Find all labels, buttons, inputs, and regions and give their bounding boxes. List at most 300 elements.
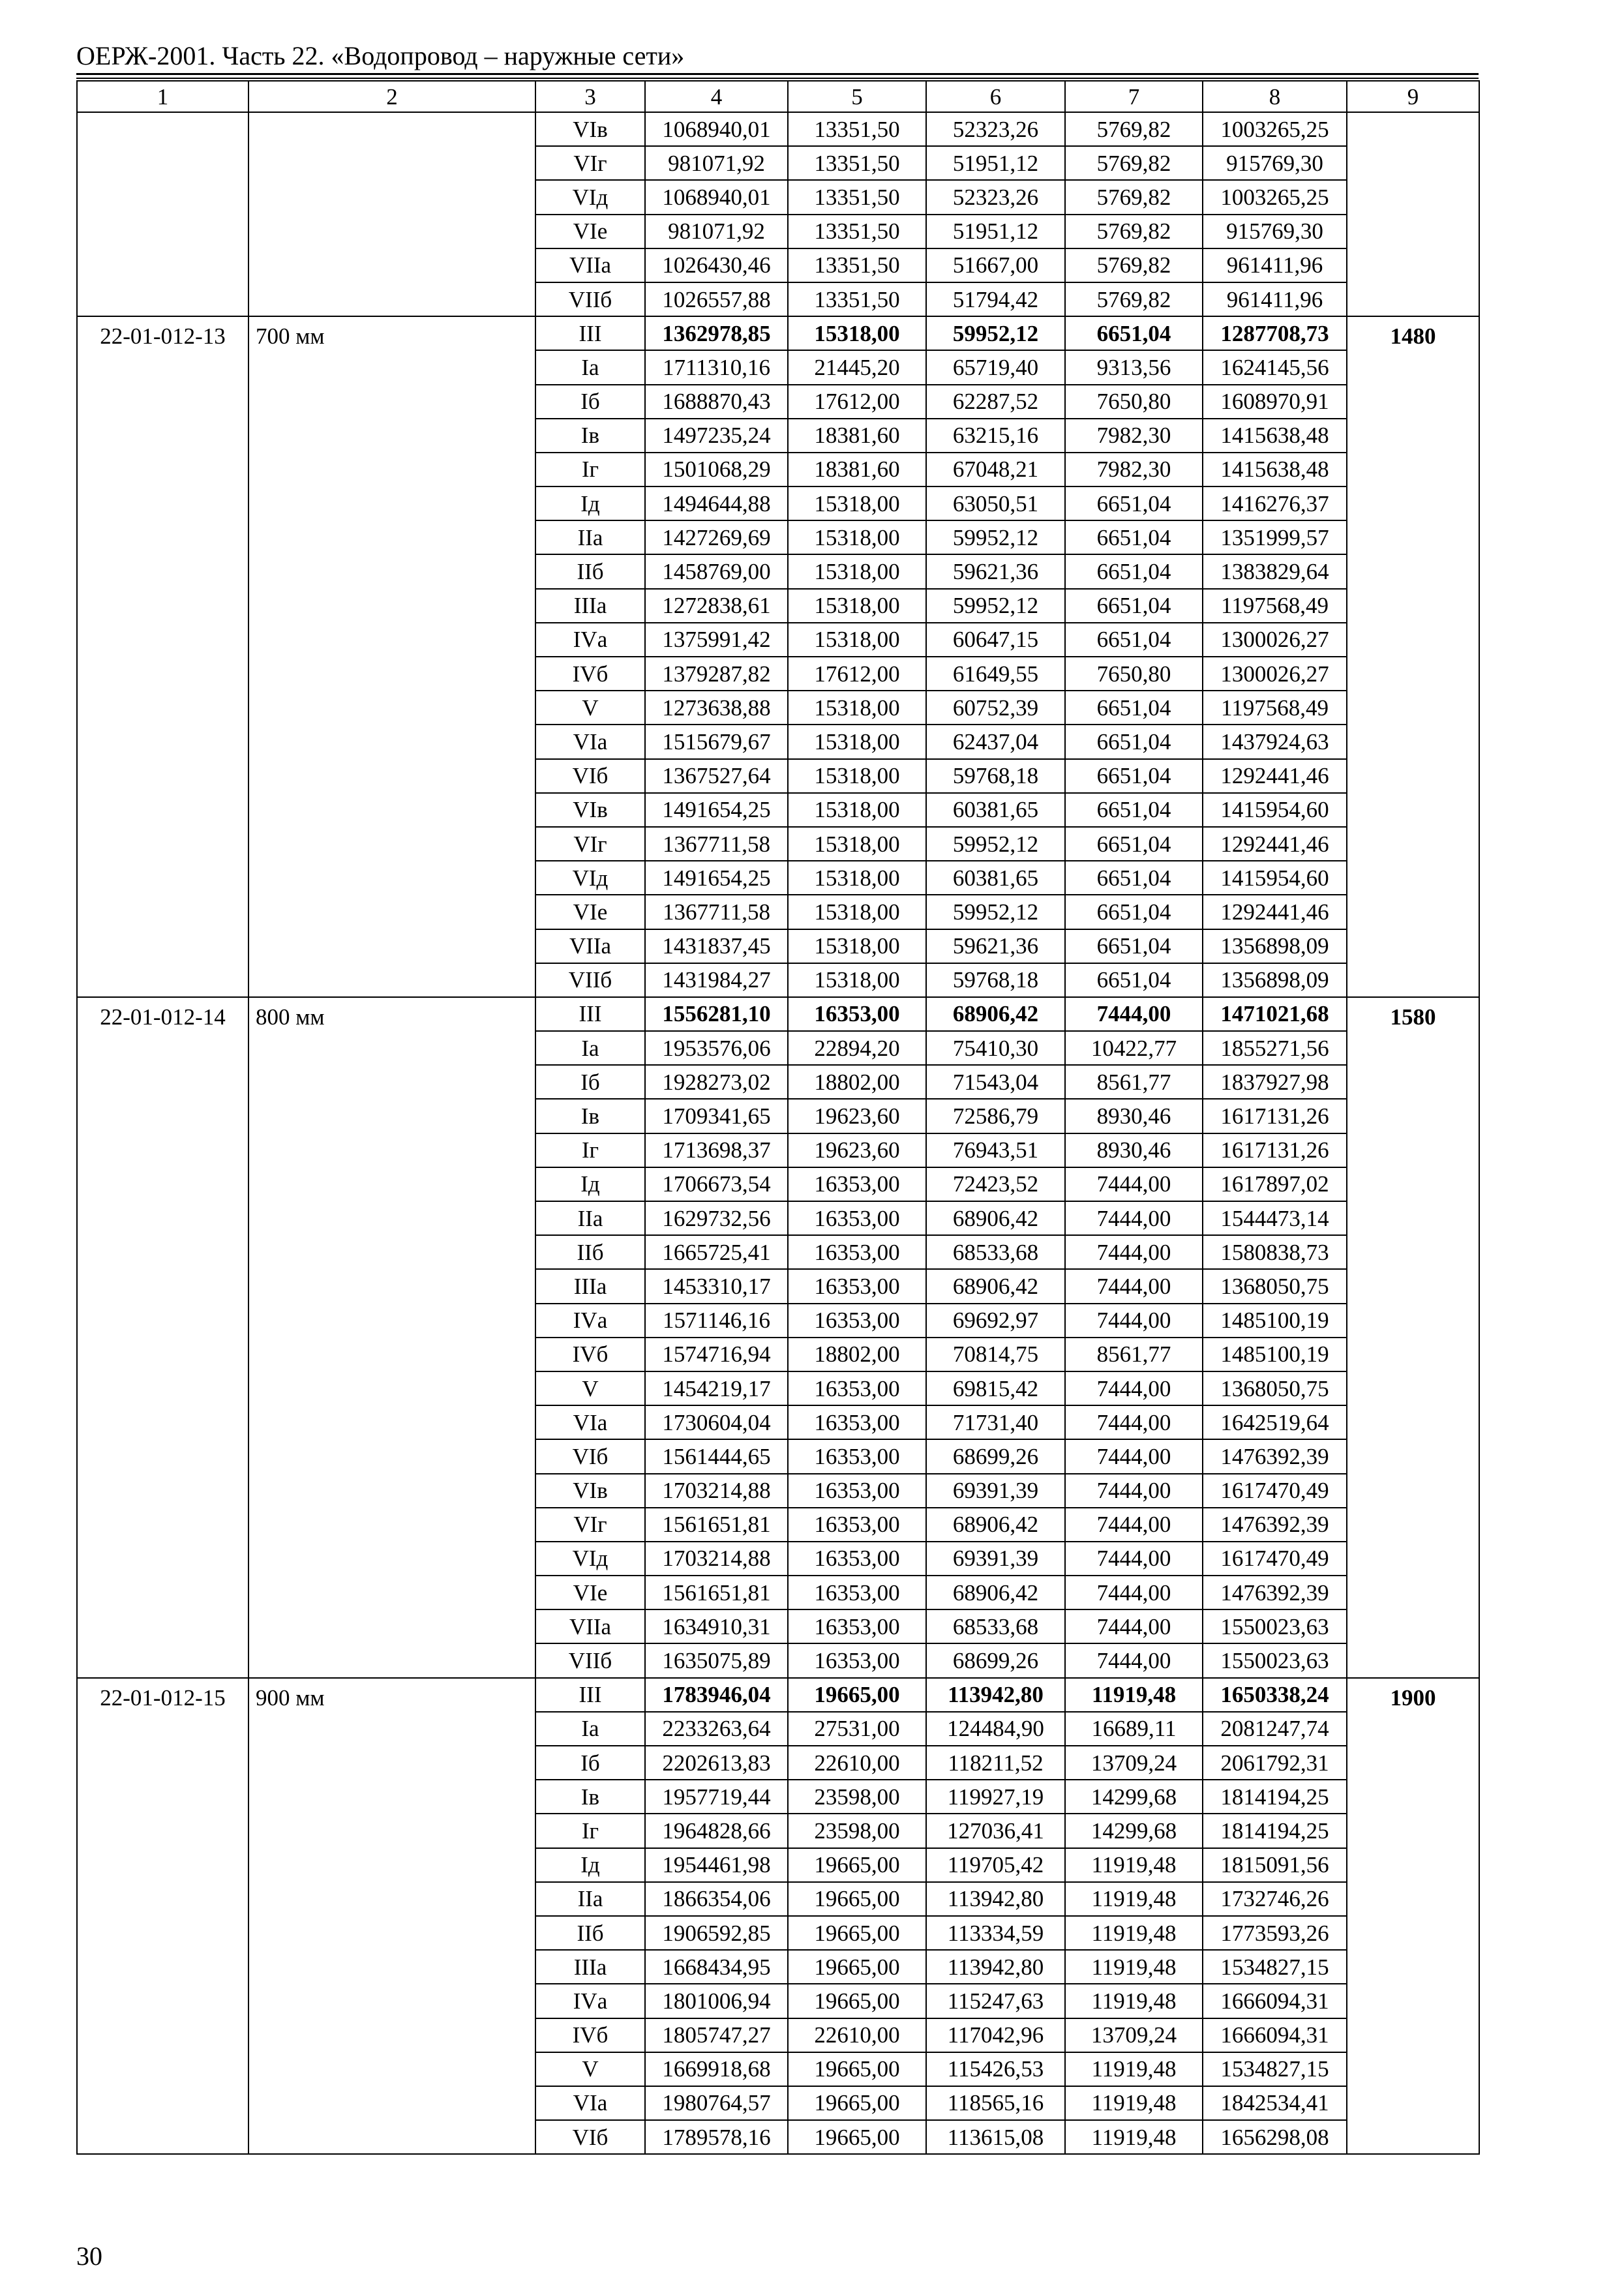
value-cell: 8561,77 bbox=[1065, 1338, 1203, 1371]
value-cell: 1458769,00 bbox=[645, 554, 788, 588]
value-cell: 16353,00 bbox=[788, 1508, 926, 1542]
pipe-diameter-cell: 900 мм bbox=[248, 1678, 535, 2155]
column-number: 9 bbox=[1347, 81, 1479, 112]
region-cell: IIб bbox=[535, 554, 645, 588]
value-cell: 16353,00 bbox=[788, 1609, 926, 1643]
value-cell: 21445,20 bbox=[788, 350, 926, 384]
value-cell: 2061792,31 bbox=[1203, 1746, 1347, 1780]
value-cell: 16353,00 bbox=[788, 1643, 926, 1677]
region-cell: Iд bbox=[535, 1848, 645, 1882]
value-cell: 7444,00 bbox=[1065, 1405, 1203, 1439]
value-cell: 13351,50 bbox=[788, 146, 926, 180]
value-cell: 2202613,83 bbox=[645, 1746, 788, 1780]
value-cell: 1815091,56 bbox=[1203, 1848, 1347, 1882]
column-number: 2 bbox=[248, 81, 535, 112]
value-cell: 1650338,24 bbox=[1203, 1678, 1347, 1712]
value-cell: 15318,00 bbox=[788, 520, 926, 554]
value-cell: 1732746,26 bbox=[1203, 1882, 1347, 1916]
region-cell: IVа bbox=[535, 1984, 645, 2018]
value-cell: 1866354,06 bbox=[645, 1882, 788, 1916]
value-cell: 13709,24 bbox=[1065, 2018, 1203, 2052]
value-cell: 69391,39 bbox=[926, 1542, 1065, 1576]
column-number: 8 bbox=[1203, 81, 1347, 112]
value-cell: 1379287,82 bbox=[645, 657, 788, 691]
value-cell: 6651,04 bbox=[1065, 623, 1203, 657]
value-cell: 8930,46 bbox=[1065, 1099, 1203, 1133]
region-cell: Iв bbox=[535, 1099, 645, 1133]
value-cell: 1571146,16 bbox=[645, 1304, 788, 1338]
value-cell: 14299,68 bbox=[1065, 1814, 1203, 1848]
value-cell: 117042,96 bbox=[926, 2018, 1065, 2052]
value-cell: 59952,12 bbox=[926, 827, 1065, 861]
value-cell: 1706673,54 bbox=[645, 1167, 788, 1201]
value-cell: 6651,04 bbox=[1065, 963, 1203, 997]
value-cell: 7444,00 bbox=[1065, 1304, 1203, 1338]
value-cell: 1980764,57 bbox=[645, 2086, 788, 2120]
value-cell: 1666094,31 bbox=[1203, 2018, 1347, 2052]
value-cell: 62287,52 bbox=[926, 385, 1065, 419]
pipe-diameter-cell: 800 мм bbox=[248, 997, 535, 1678]
region-cell: VIа bbox=[535, 1405, 645, 1439]
value-cell: 1556281,10 bbox=[645, 997, 788, 1031]
value-cell: 6651,04 bbox=[1065, 861, 1203, 895]
value-cell: 981071,92 bbox=[645, 146, 788, 180]
page-number: 30 bbox=[76, 2241, 102, 2271]
value-cell: 1003265,25 bbox=[1203, 180, 1347, 214]
value-cell: 68906,42 bbox=[926, 1508, 1065, 1542]
value-cell: 69815,42 bbox=[926, 1371, 1065, 1405]
value-cell: 6651,04 bbox=[1065, 725, 1203, 758]
value-cell: 13709,24 bbox=[1065, 1746, 1203, 1780]
value-cell: 113942,80 bbox=[926, 1678, 1065, 1712]
column-number: 1 bbox=[77, 81, 248, 112]
value-cell: 1906592,85 bbox=[645, 1916, 788, 1950]
region-cell: III bbox=[535, 316, 645, 350]
value-cell: 67048,21 bbox=[926, 453, 1065, 486]
value-cell: 70814,75 bbox=[926, 1338, 1065, 1371]
price-table bbox=[76, 80, 1480, 2155]
value-cell: 9313,56 bbox=[1065, 350, 1203, 384]
value-cell: 51951,12 bbox=[926, 146, 1065, 180]
value-cell: 19665,00 bbox=[788, 1848, 926, 1882]
value-cell: 1783946,04 bbox=[645, 1678, 788, 1712]
value-cell: 15318,00 bbox=[788, 623, 926, 657]
value-cell: 19665,00 bbox=[788, 2120, 926, 2154]
value-cell: 13351,50 bbox=[788, 180, 926, 214]
value-cell: 18802,00 bbox=[788, 1065, 926, 1099]
value-cell: 118565,16 bbox=[926, 2086, 1065, 2120]
value-cell: 6651,04 bbox=[1065, 827, 1203, 861]
value-cell: 68699,26 bbox=[926, 1643, 1065, 1677]
region-cell: IIIа bbox=[535, 1950, 645, 1984]
value-cell: 1624145,56 bbox=[1203, 350, 1347, 384]
value-cell: 1415954,60 bbox=[1203, 793, 1347, 827]
value-cell: 68699,26 bbox=[926, 1439, 1065, 1473]
value-cell: 15318,00 bbox=[788, 895, 926, 929]
value-cell: 13351,50 bbox=[788, 248, 926, 282]
value-cell: 1292441,46 bbox=[1203, 895, 1347, 929]
value-cell: 68906,42 bbox=[926, 1201, 1065, 1235]
value-cell: 22610,00 bbox=[788, 1746, 926, 1780]
value-cell: 8930,46 bbox=[1065, 1133, 1203, 1167]
value-cell: 16353,00 bbox=[788, 1576, 926, 1609]
value-cell: 11919,48 bbox=[1065, 1882, 1203, 1916]
value-cell: 1197568,49 bbox=[1203, 691, 1347, 725]
value-cell: 18802,00 bbox=[788, 1338, 926, 1371]
value-cell: 7444,00 bbox=[1065, 1167, 1203, 1201]
value-cell: 10422,77 bbox=[1065, 1031, 1203, 1065]
region-cell: IIа bbox=[535, 1882, 645, 1916]
value-cell: 75410,30 bbox=[926, 1031, 1065, 1065]
value-cell: 16353,00 bbox=[788, 1304, 926, 1338]
value-cell: 1415638,48 bbox=[1203, 453, 1347, 486]
value-cell: 1666094,31 bbox=[1203, 1984, 1347, 2018]
value-cell: 16353,00 bbox=[788, 1542, 926, 1576]
value-cell: 1367711,58 bbox=[645, 895, 788, 929]
value-cell: 7444,00 bbox=[1065, 1508, 1203, 1542]
value-cell: 2081247,74 bbox=[1203, 1712, 1347, 1746]
value-cell: 113942,80 bbox=[926, 1950, 1065, 1984]
value-cell: 51667,00 bbox=[926, 248, 1065, 282]
value-cell: 1642519,64 bbox=[1203, 1405, 1347, 1439]
value-cell: 16353,00 bbox=[788, 1405, 926, 1439]
value-cell: 15318,00 bbox=[788, 554, 926, 588]
region-cell: IVб bbox=[535, 1338, 645, 1371]
unit-cost-cell: 1480 bbox=[1347, 316, 1479, 997]
value-cell: 1580838,73 bbox=[1203, 1235, 1347, 1269]
region-cell: VIд bbox=[535, 1542, 645, 1576]
region-cell: Iд bbox=[535, 1167, 645, 1201]
value-cell: 7444,00 bbox=[1065, 1269, 1203, 1303]
value-cell: 5769,82 bbox=[1065, 282, 1203, 316]
value-cell: 1665725,41 bbox=[645, 1235, 788, 1269]
value-cell: 6651,04 bbox=[1065, 895, 1203, 929]
value-cell: 11919,48 bbox=[1065, 1916, 1203, 1950]
value-cell: 113615,08 bbox=[926, 2120, 1065, 2154]
value-cell: 1197568,49 bbox=[1203, 589, 1347, 623]
value-cell: 16353,00 bbox=[788, 1269, 926, 1303]
value-cell: 16353,00 bbox=[788, 1235, 926, 1269]
value-cell: 7982,30 bbox=[1065, 453, 1203, 486]
value-cell: 1026430,46 bbox=[645, 248, 788, 282]
value-cell: 6651,04 bbox=[1065, 759, 1203, 793]
region-cell: III bbox=[535, 997, 645, 1031]
value-cell: 5769,82 bbox=[1065, 248, 1203, 282]
value-cell: 6651,04 bbox=[1065, 316, 1203, 350]
value-cell: 11919,48 bbox=[1065, 2086, 1203, 2120]
value-cell: 1656298,08 bbox=[1203, 2120, 1347, 2154]
value-cell: 62437,04 bbox=[926, 725, 1065, 758]
value-cell: 7444,00 bbox=[1065, 1609, 1203, 1643]
value-cell: 16353,00 bbox=[788, 1439, 926, 1473]
value-cell: 60381,65 bbox=[926, 793, 1065, 827]
value-cell: 7444,00 bbox=[1065, 1542, 1203, 1576]
value-cell: 65719,40 bbox=[926, 350, 1065, 384]
value-cell: 1431984,27 bbox=[645, 963, 788, 997]
value-cell: 11919,48 bbox=[1065, 1950, 1203, 1984]
page-header: ОЕРЖ-2001. Часть 22. «Водопровод – наружные сети» bbox=[76, 41, 685, 70]
value-cell: 72586,79 bbox=[926, 1099, 1065, 1133]
value-cell: 113942,80 bbox=[926, 1882, 1065, 1916]
value-cell: 17612,00 bbox=[788, 385, 926, 419]
value-cell: 1068940,01 bbox=[645, 180, 788, 214]
value-cell: 119927,19 bbox=[926, 1780, 1065, 1814]
value-cell: 6651,04 bbox=[1065, 520, 1203, 554]
value-cell: 1617131,26 bbox=[1203, 1133, 1347, 1167]
header-rule-double bbox=[76, 78, 1479, 79]
value-cell: 16353,00 bbox=[788, 997, 926, 1031]
value-cell: 1367527,64 bbox=[645, 759, 788, 793]
region-cell: Iа bbox=[535, 1031, 645, 1065]
column-number-row bbox=[77, 81, 1479, 112]
value-cell: 1730604,04 bbox=[645, 1405, 788, 1439]
value-cell: 1617470,49 bbox=[1203, 1542, 1347, 1576]
value-cell: 1635075,89 bbox=[645, 1643, 788, 1677]
value-cell: 60647,15 bbox=[926, 623, 1065, 657]
value-cell: 1515679,67 bbox=[645, 725, 788, 758]
value-cell: 13351,50 bbox=[788, 112, 926, 146]
value-cell: 115426,53 bbox=[926, 2052, 1065, 2086]
value-cell: 59952,12 bbox=[926, 895, 1065, 929]
value-cell: 1544473,14 bbox=[1203, 1201, 1347, 1235]
value-cell: 18381,60 bbox=[788, 453, 926, 486]
column-number: 3 bbox=[535, 81, 645, 112]
price-table-body bbox=[77, 112, 1479, 2154]
value-cell: 15318,00 bbox=[788, 691, 926, 725]
value-cell: 981071,92 bbox=[645, 215, 788, 248]
region-cell: Iб bbox=[535, 385, 645, 419]
value-cell: 1476392,39 bbox=[1203, 1576, 1347, 1609]
value-cell: 18381,60 bbox=[788, 419, 926, 453]
value-cell: 1814194,25 bbox=[1203, 1780, 1347, 1814]
region-cell: VIг bbox=[535, 1508, 645, 1542]
region-cell: Iб bbox=[535, 1746, 645, 1780]
value-cell: 7444,00 bbox=[1065, 1439, 1203, 1473]
value-cell: 1608970,91 bbox=[1203, 385, 1347, 419]
region-cell: III bbox=[535, 1678, 645, 1712]
value-cell: 11919,48 bbox=[1065, 2120, 1203, 2154]
region-cell: Iв bbox=[535, 1780, 645, 1814]
region-cell: Iд bbox=[535, 486, 645, 520]
value-cell: 5769,82 bbox=[1065, 215, 1203, 248]
region-cell: VIIа bbox=[535, 1609, 645, 1643]
value-cell: 124484,90 bbox=[926, 1712, 1065, 1746]
column-number: 4 bbox=[645, 81, 788, 112]
region-cell: IIа bbox=[535, 520, 645, 554]
value-cell: 76943,51 bbox=[926, 1133, 1065, 1167]
region-cell: IVб bbox=[535, 657, 645, 691]
value-cell: 1629732,56 bbox=[645, 1201, 788, 1235]
region-cell: VIа bbox=[535, 2086, 645, 2120]
value-cell: 52323,26 bbox=[926, 112, 1065, 146]
value-cell: 7444,00 bbox=[1065, 1643, 1203, 1677]
value-cell: 1431837,45 bbox=[645, 929, 788, 963]
value-cell: 1634910,31 bbox=[645, 1609, 788, 1643]
value-cell: 7444,00 bbox=[1065, 997, 1203, 1031]
value-cell: 1427269,69 bbox=[645, 520, 788, 554]
value-cell: 19665,00 bbox=[788, 1678, 926, 1712]
value-cell: 19665,00 bbox=[788, 1916, 926, 1950]
value-cell: 1617897,02 bbox=[1203, 1167, 1347, 1201]
value-cell: 1928273,02 bbox=[645, 1065, 788, 1099]
region-cell: IIIа bbox=[535, 1269, 645, 1303]
value-cell: 61649,55 bbox=[926, 657, 1065, 691]
value-cell: 1383829,64 bbox=[1203, 554, 1347, 588]
region-cell: VIIб bbox=[535, 1643, 645, 1677]
value-cell: 13351,50 bbox=[788, 215, 926, 248]
value-cell: 19665,00 bbox=[788, 1984, 926, 2018]
region-cell: VIб bbox=[535, 2120, 645, 2154]
value-cell: 1550023,63 bbox=[1203, 1643, 1347, 1677]
value-cell: 1561444,65 bbox=[645, 1439, 788, 1473]
value-cell: 1711310,16 bbox=[645, 350, 788, 384]
value-cell: 1003265,25 bbox=[1203, 112, 1347, 146]
value-cell: 59768,18 bbox=[926, 759, 1065, 793]
value-cell: 15318,00 bbox=[788, 589, 926, 623]
value-cell: 1713698,37 bbox=[645, 1133, 788, 1167]
value-cell: 8561,77 bbox=[1065, 1065, 1203, 1099]
header-rule bbox=[76, 73, 1479, 75]
value-cell: 51951,12 bbox=[926, 215, 1065, 248]
value-cell: 115247,63 bbox=[926, 1984, 1065, 2018]
value-cell: 60381,65 bbox=[926, 861, 1065, 895]
value-cell: 19665,00 bbox=[788, 2086, 926, 2120]
value-cell: 1368050,75 bbox=[1203, 1269, 1347, 1303]
value-cell: 59768,18 bbox=[926, 963, 1065, 997]
region-cell: VIе bbox=[535, 1576, 645, 1609]
value-cell: 1688870,43 bbox=[645, 385, 788, 419]
region-cell: VIIа bbox=[535, 248, 645, 282]
value-cell: 16353,00 bbox=[788, 1474, 926, 1508]
value-cell: 59952,12 bbox=[926, 520, 1065, 554]
value-cell: 19623,60 bbox=[788, 1099, 926, 1133]
value-cell: 6651,04 bbox=[1065, 929, 1203, 963]
value-cell: 7650,80 bbox=[1065, 657, 1203, 691]
value-cell: 1561651,81 bbox=[645, 1508, 788, 1542]
value-cell: 1272838,61 bbox=[645, 589, 788, 623]
region-cell: IVа bbox=[535, 623, 645, 657]
value-cell: 63215,16 bbox=[926, 419, 1065, 453]
column-number: 5 bbox=[788, 81, 926, 112]
value-cell: 1837927,98 bbox=[1203, 1065, 1347, 1099]
value-cell: 1842534,41 bbox=[1203, 2086, 1347, 2120]
table-row bbox=[77, 112, 1479, 146]
region-cell: Iг bbox=[535, 453, 645, 486]
region-cell: VIв bbox=[535, 1474, 645, 1508]
value-cell: 1954461,98 bbox=[645, 1848, 788, 1882]
value-cell: 1709341,65 bbox=[645, 1099, 788, 1133]
value-cell: 15318,00 bbox=[788, 861, 926, 895]
value-cell: 1957719,44 bbox=[645, 1780, 788, 1814]
region-cell: VIIб bbox=[535, 963, 645, 997]
value-cell: 1491654,25 bbox=[645, 793, 788, 827]
value-cell: 5769,82 bbox=[1065, 180, 1203, 214]
value-cell: 1703214,88 bbox=[645, 1542, 788, 1576]
value-cell: 16353,00 bbox=[788, 1167, 926, 1201]
value-cell: 59621,36 bbox=[926, 929, 1065, 963]
value-cell: 915769,30 bbox=[1203, 146, 1347, 180]
region-cell: V bbox=[535, 691, 645, 725]
value-cell: 19665,00 bbox=[788, 2052, 926, 2086]
value-cell: 15318,00 bbox=[788, 827, 926, 861]
value-cell: 113334,59 bbox=[926, 1916, 1065, 1950]
region-cell: VIг bbox=[535, 146, 645, 180]
value-cell: 15318,00 bbox=[788, 929, 926, 963]
value-cell: 1668434,95 bbox=[645, 1950, 788, 1984]
value-cell: 915769,30 bbox=[1203, 215, 1347, 248]
value-cell: 1801006,94 bbox=[645, 1984, 788, 2018]
region-cell: VIд bbox=[535, 180, 645, 214]
unit-cost-cell bbox=[1347, 112, 1479, 316]
value-cell: 119705,42 bbox=[926, 1848, 1065, 1882]
norm-code-cell bbox=[77, 112, 248, 316]
value-cell: 1534827,15 bbox=[1203, 2052, 1347, 2086]
value-cell: 14299,68 bbox=[1065, 1780, 1203, 1814]
value-cell: 6651,04 bbox=[1065, 589, 1203, 623]
value-cell: 1273638,88 bbox=[645, 691, 788, 725]
value-cell: 1703214,88 bbox=[645, 1474, 788, 1508]
value-cell: 6651,04 bbox=[1065, 691, 1203, 725]
value-cell: 1964828,66 bbox=[645, 1814, 788, 1848]
value-cell: 1485100,19 bbox=[1203, 1338, 1347, 1371]
value-cell: 1453310,17 bbox=[645, 1269, 788, 1303]
region-cell: Iа bbox=[535, 350, 645, 384]
value-cell: 68906,42 bbox=[926, 997, 1065, 1031]
value-cell: 6651,04 bbox=[1065, 486, 1203, 520]
norm-code-cell: 22-01-012-15 bbox=[77, 1678, 248, 2155]
value-cell: 7444,00 bbox=[1065, 1371, 1203, 1405]
region-cell: V bbox=[535, 2052, 645, 2086]
value-cell: 13351,50 bbox=[788, 282, 926, 316]
unit-cost-cell: 1900 bbox=[1347, 1678, 1479, 2155]
value-cell: 22610,00 bbox=[788, 2018, 926, 2052]
value-cell: 63050,51 bbox=[926, 486, 1065, 520]
value-cell: 1300026,27 bbox=[1203, 623, 1347, 657]
value-cell: 15318,00 bbox=[788, 793, 926, 827]
value-cell: 1292441,46 bbox=[1203, 827, 1347, 861]
value-cell: 11919,48 bbox=[1065, 2052, 1203, 2086]
value-cell: 1953576,06 bbox=[645, 1031, 788, 1065]
norm-code-cell: 22-01-012-14 bbox=[77, 997, 248, 1678]
region-cell: V bbox=[535, 1371, 645, 1405]
value-cell: 15318,00 bbox=[788, 963, 926, 997]
value-cell: 23598,00 bbox=[788, 1814, 926, 1848]
value-cell: 6651,04 bbox=[1065, 554, 1203, 588]
region-cell: VIб bbox=[535, 1439, 645, 1473]
value-cell: 1356898,09 bbox=[1203, 963, 1347, 997]
value-cell: 1362978,85 bbox=[645, 316, 788, 350]
region-cell: IIб bbox=[535, 1235, 645, 1269]
region-cell: IIIа bbox=[535, 589, 645, 623]
value-cell: 11919,48 bbox=[1065, 1848, 1203, 1882]
region-cell: VIв bbox=[535, 112, 645, 146]
value-cell: 1497235,24 bbox=[645, 419, 788, 453]
region-cell: IIб bbox=[535, 1916, 645, 1950]
region-cell: IIа bbox=[535, 1201, 645, 1235]
value-cell: 1617470,49 bbox=[1203, 1474, 1347, 1508]
region-cell: Iг bbox=[535, 1133, 645, 1167]
value-cell: 69692,97 bbox=[926, 1304, 1065, 1338]
value-cell: 51794,42 bbox=[926, 282, 1065, 316]
region-cell: VIб bbox=[535, 759, 645, 793]
value-cell: 2233263,64 bbox=[645, 1712, 788, 1746]
region-cell: VIIб bbox=[535, 282, 645, 316]
pipe-diameter-cell bbox=[248, 112, 535, 316]
value-cell: 68533,68 bbox=[926, 1609, 1065, 1643]
region-cell: VIе bbox=[535, 895, 645, 929]
region-cell: VIа bbox=[535, 725, 645, 758]
table-row bbox=[77, 997, 1479, 1031]
